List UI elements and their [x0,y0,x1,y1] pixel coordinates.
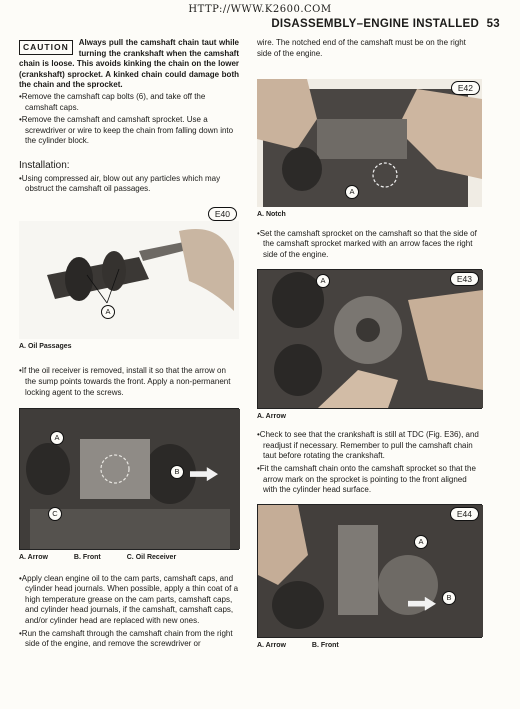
callout-b: B [170,465,184,479]
figure-e42 [257,79,482,207]
callout-a: A [101,305,115,319]
figure-caption [19,342,239,353]
step-remove-caps: •Remove the camshaft cap bolts (6), and take off the camshaft caps. [19,91,206,112]
figure-e40 [19,208,239,339]
caution-block [19,38,239,91]
figure-caption [257,412,482,423]
notch-intro: wire. The notched end of the camshaft must be on the right side of the engine. [257,38,466,58]
callout-a: A [50,431,64,445]
callout-a: A [414,535,428,549]
step-run-camshaft: •Run the camshaft through the camshaft chain from the right side of the engine, and remove the screwdriver or [19,628,233,649]
caption-oil-receiver: C. Oil Receiver [126,554,177,562]
step-fit-chain: •Fit the camshaft chain onto the camshaft sprocket so that the arrow mark on the sprocket is pointing to the front aligned with the cylinder head surface. [257,463,476,495]
figure-tag: E42 [451,81,480,95]
caption-front: B. Front [73,554,101,562]
caption-front: B. Front [311,641,339,649]
figure-e43 [257,269,482,409]
callout-a: A [345,185,359,199]
callout-b: B [442,591,456,605]
hands-camshaft-photo [257,79,482,207]
figure-tag: E43 [450,272,479,286]
caption-arrow: A. Arrow [257,641,286,649]
step-check-tdc: •Check to see that the crankshaft is still at TDC (Fig. E36), and readjust if necessary. Remember to pull the camshaft chain taut before rotating the crankshaft. [257,430,479,461]
right-column [257,38,482,659]
caption-notch: A. Notch [257,211,286,219]
caption-oil-passages: A. Oil Passages [19,342,72,350]
sprocket-photo [258,270,483,408]
caution-label: CAUTION [19,40,73,55]
header-url: HTTP://WWW.K2600.COM [188,4,332,15]
step-remove-camshaft: •Remove the camshaft and camshaft sprocket. Use a screwdriver or wire to keep the chain from falling down into the cylinder block. [19,115,234,146]
chain-sprocket-photo [258,505,483,637]
page-header [271,18,500,30]
section-title: DISASSEMBLY–ENGINE INSTALLED [271,18,480,30]
figure-caption [257,641,482,652]
step-set-sprocket: •Set the camshaft sprocket on the camshaft so that the side of the camshaft sprocket marked with an arrow faces the right side of the engine. [257,228,477,259]
figure-caption [19,553,239,564]
step-apply-oil: •Apply clean engine oil to the cam parts, camshaft caps, and cylinder head journals. When possible, apply a thin coat of a high temperature grease on the cam parts, camshaft caps, and cylinder head journals, if the camshaft, camshaft caps, and/or cylinder head are replaced with new ones. [19,573,239,626]
callout-c: C [48,507,62,521]
camshaft-illustration [19,221,239,339]
callout-a: A [316,274,330,288]
left-column [19,38,239,652]
figure-tag: E44 [450,507,479,521]
figure-caption [257,210,482,221]
figure-e41 [19,408,239,550]
figure-tag: E40 [208,207,237,221]
page-number: 53 [486,18,500,30]
caption-arrow: A. Arrow [257,412,286,420]
step-compressed-air: •Using compressed air, blow out any particles which may obstruct the camshaft oil passages. [19,173,221,194]
caption-arrow: A. Arrow [19,554,48,562]
caution-text: Always pull the camshaft chain taut while turning the crankshaft when the camshaft chain is loose. This avoids kinking the chain on the lower (crankshaft) sprocket. A kinked chain could damage both the chain and the sprocket. [19,38,239,90]
installation-heading: Installation: [19,159,70,171]
step-oil-receiver: •If the oil receiver is removed, install it so that the arrow on the sump points towards the front. Apply a non-permanent locking agent to the screws. [19,366,231,397]
figure-e44 [257,504,482,638]
